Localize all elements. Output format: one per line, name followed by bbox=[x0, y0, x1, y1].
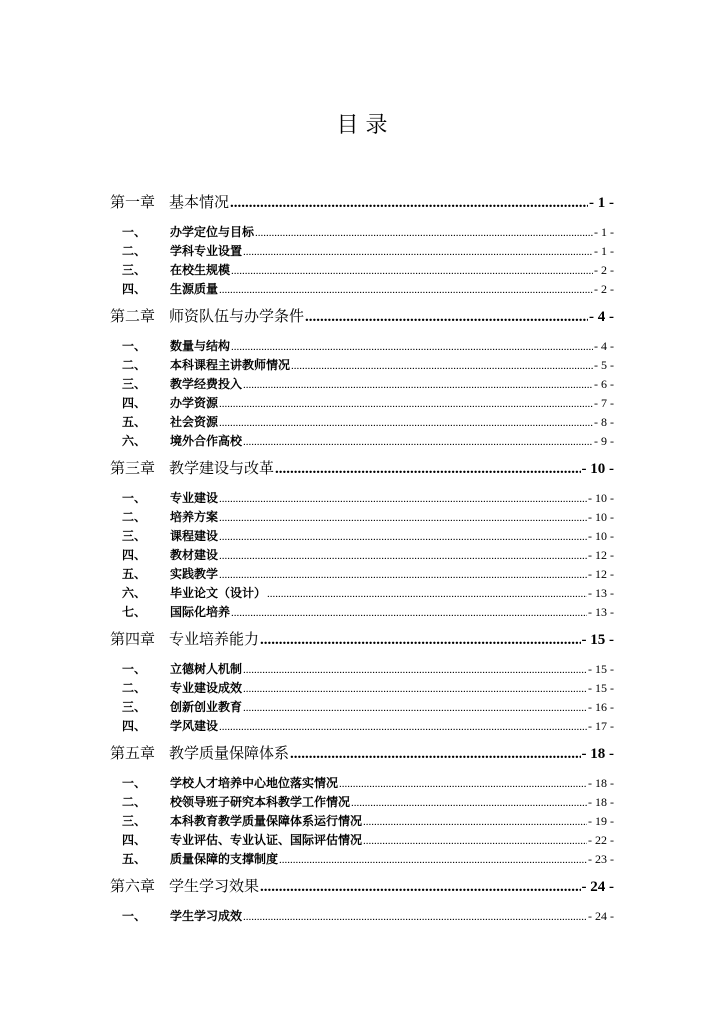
section-title: 社会资源 bbox=[170, 415, 219, 429]
dot-leader bbox=[219, 414, 593, 433]
dot-leader bbox=[243, 433, 593, 452]
section-number: 三、 bbox=[122, 700, 147, 714]
toc-chapter-entry[interactable] bbox=[110, 190, 614, 214]
section-page-number: - 9 - bbox=[594, 434, 614, 448]
toc-section-entry[interactable] bbox=[110, 413, 614, 432]
toc-section-entry[interactable] bbox=[110, 660, 614, 679]
section-heading bbox=[122, 223, 254, 242]
section-title: 实践教学 bbox=[170, 567, 219, 581]
section-heading bbox=[122, 432, 242, 451]
section-page-number: - 2 - bbox=[594, 263, 614, 277]
section-number: 一、 bbox=[122, 662, 147, 676]
toc-section-entry[interactable] bbox=[110, 508, 614, 527]
dot-leader bbox=[291, 357, 593, 376]
chapter-page-number: - 24 - bbox=[581, 879, 614, 895]
section-number: 四、 bbox=[122, 282, 147, 296]
section-page-number: - 1 - bbox=[594, 225, 614, 239]
section-page-number: - 7 - bbox=[594, 396, 614, 410]
chapter-page-number: - 18 - bbox=[581, 746, 614, 762]
section-title: 创新创业教育 bbox=[170, 700, 243, 714]
dot-leader bbox=[243, 243, 593, 262]
section-heading bbox=[122, 565, 218, 584]
section-page-number: - 16 - bbox=[588, 700, 614, 714]
toc-chapter-entry[interactable] bbox=[110, 741, 614, 765]
section-number: 二、 bbox=[122, 795, 147, 809]
chapter-title: 专业培养能力 bbox=[169, 630, 260, 648]
section-number: 一、 bbox=[122, 339, 147, 353]
section-page-number: - 6 - bbox=[594, 377, 614, 391]
section-title: 数量与结构 bbox=[170, 339, 231, 353]
section-title: 专业建设 bbox=[170, 491, 219, 505]
chapter-title: 学生学习效果 bbox=[169, 877, 260, 895]
dot-leader bbox=[219, 395, 593, 414]
chapter-number: 第六章 bbox=[110, 877, 156, 895]
toc-section-entry[interactable] bbox=[110, 850, 614, 869]
dot-leader bbox=[260, 628, 580, 652]
chapter-number: 第一章 bbox=[110, 193, 156, 211]
section-title: 国际化培养 bbox=[170, 605, 231, 619]
dot-leader bbox=[279, 851, 587, 870]
toc-chapter-entry[interactable] bbox=[110, 627, 614, 651]
dot-leader bbox=[260, 875, 580, 899]
dot-leader bbox=[230, 191, 588, 215]
section-title: 培养方案 bbox=[170, 510, 219, 524]
toc-section-entry[interactable] bbox=[110, 831, 614, 850]
dot-leader bbox=[363, 813, 587, 832]
section-heading bbox=[122, 850, 278, 869]
chapter-heading bbox=[110, 190, 229, 214]
section-number: 二、 bbox=[122, 358, 147, 372]
chapter-number: 第五章 bbox=[110, 744, 156, 762]
section-title: 学科专业设置 bbox=[170, 244, 243, 258]
toc-section-entry[interactable] bbox=[110, 489, 614, 508]
dot-leader bbox=[243, 661, 587, 680]
section-title: 学生学习成效 bbox=[170, 909, 243, 923]
chapter-page-number: - 10 - bbox=[581, 461, 614, 477]
chapter-title: 师资队伍与办学条件 bbox=[169, 307, 305, 325]
section-title: 境外合作高校 bbox=[170, 434, 243, 448]
toc-section-entry[interactable] bbox=[110, 812, 614, 831]
chapter-number: 第四章 bbox=[110, 630, 156, 648]
section-page-number: - 22 - bbox=[588, 833, 614, 847]
chapter-page-number: - 15 - bbox=[581, 632, 614, 648]
chapter-heading bbox=[110, 741, 289, 765]
toc-section-entry[interactable] bbox=[110, 698, 614, 717]
toc-chapter-entry[interactable] bbox=[110, 874, 614, 898]
toc-section-entry[interactable] bbox=[110, 774, 614, 793]
chapter-heading bbox=[110, 456, 274, 480]
section-heading bbox=[122, 793, 350, 812]
toc-section-entry[interactable] bbox=[110, 375, 614, 394]
dot-leader bbox=[231, 338, 593, 357]
chapter-heading bbox=[110, 874, 259, 898]
toc-section-entry[interactable] bbox=[110, 546, 614, 565]
section-number: 二、 bbox=[122, 244, 147, 258]
section-page-number: - 10 - bbox=[588, 510, 614, 524]
section-number: 二、 bbox=[122, 681, 147, 695]
section-heading bbox=[122, 907, 242, 926]
section-page-number: - 24 - bbox=[588, 909, 614, 923]
chapter-title: 基本情况 bbox=[169, 193, 230, 211]
toc-section-entry[interactable] bbox=[110, 527, 614, 546]
section-heading bbox=[122, 356, 290, 375]
section-page-number: - 8 - bbox=[594, 415, 614, 429]
section-title: 教学经费投入 bbox=[170, 377, 243, 391]
section-page-number: - 10 - bbox=[588, 491, 614, 505]
section-heading bbox=[122, 812, 362, 831]
section-number: 三、 bbox=[122, 377, 147, 391]
dot-leader bbox=[219, 281, 593, 300]
dot-leader bbox=[219, 528, 587, 547]
section-number: 四、 bbox=[122, 719, 147, 733]
section-title: 专业建设成效 bbox=[170, 681, 243, 695]
section-title: 办学资源 bbox=[170, 396, 219, 410]
dot-leader bbox=[219, 490, 587, 509]
toc-section-entry[interactable] bbox=[110, 242, 614, 261]
section-title: 课程建设 bbox=[170, 529, 219, 543]
section-title: 学风建设 bbox=[170, 719, 219, 733]
section-heading bbox=[122, 242, 242, 261]
section-number: 一、 bbox=[122, 491, 147, 505]
dot-leader bbox=[243, 699, 587, 718]
section-number: 七、 bbox=[122, 605, 147, 619]
section-page-number: - 5 - bbox=[594, 358, 614, 372]
chapter-title: 教学质量保障体系 bbox=[169, 744, 290, 762]
toc-section-entry[interactable] bbox=[110, 907, 614, 926]
section-title: 学校人才培养中心地位落实情况 bbox=[170, 776, 339, 790]
section-number: 一、 bbox=[122, 225, 147, 239]
section-page-number: - 12 - bbox=[588, 567, 614, 581]
toc-section-entry[interactable] bbox=[110, 356, 614, 375]
dot-leader bbox=[219, 566, 587, 585]
section-heading bbox=[122, 584, 266, 603]
dot-leader bbox=[363, 832, 587, 851]
section-title: 生源质量 bbox=[170, 282, 219, 296]
toc-section-entry[interactable] bbox=[110, 223, 614, 242]
section-page-number: - 15 - bbox=[588, 662, 614, 676]
section-page-number: - 23 - bbox=[588, 852, 614, 866]
chapter-page-number: - 1 - bbox=[589, 195, 614, 211]
dot-leader bbox=[305, 305, 588, 329]
section-number: 六、 bbox=[122, 586, 147, 600]
section-number: 四、 bbox=[122, 548, 147, 562]
section-title: 教材建设 bbox=[170, 548, 219, 562]
dot-leader bbox=[219, 509, 587, 528]
section-page-number: - 18 - bbox=[588, 776, 614, 790]
dot-leader bbox=[219, 718, 587, 737]
toc-chapter-entry[interactable] bbox=[110, 456, 614, 480]
section-heading bbox=[122, 774, 338, 793]
section-number: 三、 bbox=[122, 263, 147, 277]
section-page-number: - 17 - bbox=[588, 719, 614, 733]
section-page-number: - 13 - bbox=[588, 586, 614, 600]
section-heading bbox=[122, 413, 218, 432]
section-page-number: - 12 - bbox=[588, 548, 614, 562]
toc-section-entry[interactable] bbox=[110, 603, 614, 622]
chapter-number: 第三章 bbox=[110, 459, 156, 477]
dot-leader bbox=[339, 775, 587, 794]
section-heading bbox=[122, 717, 218, 736]
section-number: 三、 bbox=[122, 529, 147, 543]
section-page-number: - 4 - bbox=[594, 339, 614, 353]
section-number: 六、 bbox=[122, 434, 147, 448]
dot-leader bbox=[243, 376, 593, 395]
dot-leader bbox=[231, 262, 593, 281]
section-heading bbox=[122, 261, 230, 280]
section-title: 本科课程主讲教师情况 bbox=[170, 358, 291, 372]
section-number: 五、 bbox=[122, 415, 147, 429]
section-title: 专业评估、专业认证、国际评估情况 bbox=[170, 833, 363, 847]
dot-leader bbox=[219, 547, 587, 566]
section-heading bbox=[122, 375, 242, 394]
toc-section-entry[interactable] bbox=[110, 432, 614, 451]
toc-section-entry[interactable] bbox=[110, 584, 614, 603]
dot-leader bbox=[255, 224, 593, 243]
section-heading bbox=[122, 394, 218, 413]
chapter-page-number: - 4 - bbox=[589, 309, 614, 325]
dot-leader bbox=[243, 908, 587, 927]
toc-section-entry[interactable] bbox=[110, 793, 614, 812]
section-title: 在校生规模 bbox=[170, 263, 231, 277]
section-title: 质量保障的支撑制度 bbox=[170, 852, 279, 866]
toc-section-entry[interactable] bbox=[110, 280, 614, 299]
section-title: 办学定位与目标 bbox=[170, 225, 255, 239]
section-number: 一、 bbox=[122, 909, 147, 923]
section-heading bbox=[122, 489, 218, 508]
toc-section-entry[interactable] bbox=[110, 337, 614, 356]
section-heading bbox=[122, 698, 242, 717]
section-number: 四、 bbox=[122, 396, 147, 410]
section-heading bbox=[122, 527, 218, 546]
section-heading bbox=[122, 508, 218, 527]
toc-section-entry[interactable] bbox=[110, 261, 614, 280]
section-number: 二、 bbox=[122, 510, 147, 524]
chapter-number: 第二章 bbox=[110, 307, 156, 325]
section-page-number: - 2 - bbox=[594, 282, 614, 296]
section-heading bbox=[122, 546, 218, 565]
dot-leader bbox=[290, 742, 580, 766]
chapter-title: 教学建设与改革 bbox=[169, 459, 275, 477]
section-page-number: - 15 - bbox=[588, 681, 614, 695]
section-heading bbox=[122, 831, 362, 850]
section-heading bbox=[122, 660, 242, 679]
section-page-number: - 13 - bbox=[588, 605, 614, 619]
section-number: 三、 bbox=[122, 814, 147, 828]
section-title: 立德树人机制 bbox=[170, 662, 243, 676]
section-number: 一、 bbox=[122, 776, 147, 790]
toc-section-entry[interactable] bbox=[110, 565, 614, 584]
section-page-number: - 19 - bbox=[588, 814, 614, 828]
section-page-number: - 18 - bbox=[588, 795, 614, 809]
section-heading bbox=[122, 603, 230, 622]
toc-section-entry[interactable] bbox=[110, 394, 614, 413]
section-number: 五、 bbox=[122, 852, 147, 866]
section-page-number: - 1 - bbox=[594, 244, 614, 258]
section-page-number: - 10 - bbox=[588, 529, 614, 543]
section-heading bbox=[122, 280, 218, 299]
table-of-contents bbox=[110, 190, 614, 926]
section-heading bbox=[122, 337, 230, 356]
dot-leader bbox=[243, 680, 587, 699]
chapter-heading bbox=[110, 627, 259, 651]
dot-leader bbox=[351, 794, 587, 813]
toc-chapter-entry[interactable] bbox=[110, 304, 614, 328]
dot-leader bbox=[267, 585, 587, 604]
section-number: 五、 bbox=[122, 567, 147, 581]
chapter-heading bbox=[110, 304, 304, 328]
section-title: 毕业论文（设计） bbox=[170, 586, 267, 600]
section-title: 校领导班子研究本科教学工作情况 bbox=[170, 795, 351, 809]
toc-section-entry[interactable] bbox=[110, 717, 614, 736]
section-heading bbox=[122, 679, 242, 698]
section-title: 本科教育教学质量保障体系运行情况 bbox=[170, 814, 363, 828]
dot-leader bbox=[231, 604, 587, 623]
dot-leader bbox=[275, 457, 580, 481]
toc-section-entry[interactable] bbox=[110, 679, 614, 698]
toc-title: 目 录 bbox=[336, 113, 388, 138]
section-number: 四、 bbox=[122, 833, 147, 847]
